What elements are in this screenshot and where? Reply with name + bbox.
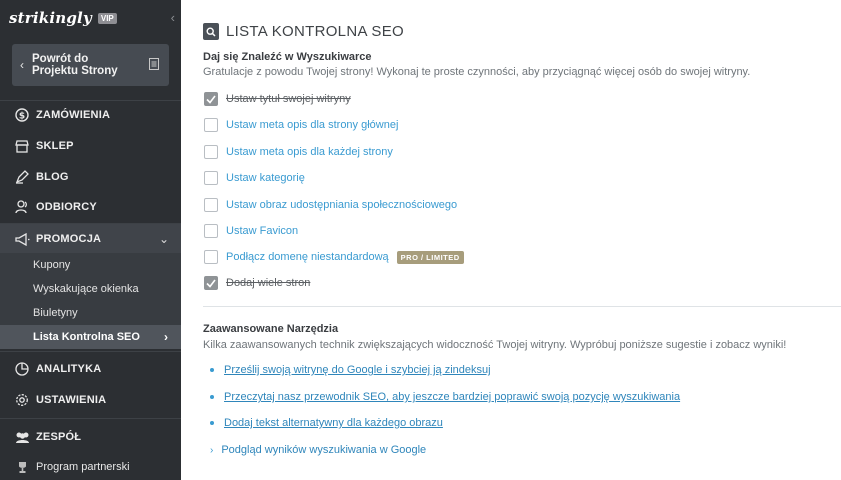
checklist-item[interactable] [204, 143, 393, 161]
checkbox[interactable] [204, 224, 218, 238]
checklist-item[interactable] [204, 90, 351, 108]
sidebar-item-label: SKLEP [36, 140, 74, 152]
brand [0, 0, 181, 36]
sidebar-divider [0, 351, 181, 352]
checklist-item[interactable] [204, 222, 298, 240]
section-heading: Zaawansowane Narzędzia [203, 323, 339, 335]
sidebar-item-label: ANALITYKA [36, 363, 102, 375]
section-heading: Daj się Znaleźć w Wyszukiwarce [203, 51, 372, 63]
section-description: Kilka zaawansowanych technik zwiększających widoczność Twojej witryny. Wypróbuj poniższe sugestie i zobacz wyniki! [203, 339, 787, 351]
checkbox[interactable] [204, 118, 218, 132]
tool-list-item [210, 417, 443, 429]
sidebar-divider [0, 418, 181, 419]
sidebar-item-label: Program partnerski [36, 461, 130, 473]
section-divider [203, 306, 841, 307]
chevron-left-icon[interactable]: ‹ [170, 10, 175, 25]
dollar-circle-icon [14, 107, 30, 123]
bullet-icon [210, 421, 214, 425]
document-icon [149, 58, 159, 73]
tool-list-item-expandable[interactable] [210, 444, 426, 456]
trophy-icon [14, 459, 30, 475]
sidebar-subitem-label: Biuletyny [33, 307, 78, 319]
sidebar-item-promotion[interactable] [0, 224, 181, 254]
checkbox[interactable] [204, 198, 218, 212]
sidebar-item-label: ZAMÓWIENIA [36, 109, 111, 121]
page-header [203, 23, 404, 40]
store-icon [14, 138, 30, 154]
tool-toggle-label[interactable]: Podgląd wyników wyszukiwania w Google [221, 444, 427, 456]
checklist-item[interactable] [204, 248, 464, 266]
sidebar-subitem-label: Lista Kontrolna SEO [33, 331, 140, 343]
tool-list-item [210, 391, 680, 403]
checklist-item[interactable] [204, 116, 398, 134]
checklist-item-link[interactable]: Ustaw Favicon [226, 225, 299, 237]
sidebar-subitem-newsletters[interactable] [0, 301, 181, 325]
sidebar-item-team[interactable] [0, 422, 181, 452]
chevron-right-icon: › [164, 330, 168, 344]
checklist-item-label: Dodaj wiele stron [226, 277, 311, 289]
sidebar-item-store[interactable] [0, 131, 181, 161]
sidebar-item-label: PROMOCJA [36, 233, 102, 245]
sidebar-item-analytics[interactable] [0, 354, 181, 384]
sidebar-subitem-coupons[interactable] [0, 253, 181, 277]
tool-link[interactable]: Przeczytaj nasz przewodnik SEO, aby jeszcze bardziej poprawić swoją pozycję wyszukiwania [224, 391, 681, 403]
checklist-item-link[interactable]: Podłącz domenę niestandardową [226, 251, 389, 263]
sidebar-item-settings[interactable] [0, 385, 181, 415]
vip-badge: VIP [98, 13, 117, 24]
gear-icon [14, 392, 30, 408]
brand-logo[interactable]: strikingly [9, 9, 92, 27]
chevron-down-icon: ⌄ [158, 232, 169, 246]
sidebar-item-label: USTAWIENIA [36, 394, 107, 406]
checklist-item-link[interactable]: Ustaw kategorię [226, 172, 305, 184]
tool-link[interactable]: Prześlij swoją witrynę do Google i szybciej ją zindeksuj [224, 364, 491, 376]
checklist-item[interactable] [204, 196, 457, 214]
pie-chart-icon [14, 361, 30, 377]
sidebar-item-blog[interactable] [0, 162, 181, 192]
checkbox-checked[interactable] [204, 276, 218, 290]
checklist-item[interactable] [204, 169, 305, 187]
sidebar-subitem-label: Wyskakujące okienka [33, 283, 139, 295]
bullet-icon [210, 368, 214, 372]
tool-list-item [210, 364, 491, 376]
checklist-item-link[interactable]: Ustaw obraz udostępniania społecznościowego [226, 199, 458, 211]
tool-link[interactable]: Dodaj tekst alternatywny dla każdego obrazu [224, 417, 443, 429]
bullet-icon [210, 395, 214, 399]
people-icon [14, 199, 30, 215]
sidebar-subitem-label: Kupony [33, 259, 71, 271]
sidebar-item-label: BLOG [36, 171, 69, 183]
checklist-item[interactable] [204, 274, 310, 292]
sidebar [0, 0, 181, 480]
section-description: Gratulacje z powodu Twojej strony! Wykonaj te proste czynności, aby przyciągnąć więcej osób do swojej witryny. [203, 66, 751, 78]
main-content [181, 0, 841, 480]
checklist-item-link[interactable]: Ustaw meta opis dla każdej strony [226, 146, 393, 158]
chevron-right-icon: › [210, 444, 214, 456]
back-to-project-button[interactable] [12, 44, 169, 86]
team-icon [14, 429, 30, 445]
sidebar-item-orders[interactable] [0, 100, 181, 130]
checkbox[interactable] [204, 171, 218, 185]
checkbox-checked[interactable] [204, 92, 218, 106]
checklist-item-label: Ustaw tytuł swojej witryny [226, 93, 351, 105]
sidebar-subitem-seo-checklist[interactable] [0, 325, 181, 349]
checklist-item-link[interactable]: Ustaw meta opis dla strony głównej [226, 119, 399, 131]
checkbox[interactable] [204, 145, 218, 159]
sidebar-item-audience[interactable] [0, 192, 181, 222]
sidebar-item-partner-program[interactable] [0, 453, 181, 480]
sidebar-item-label: ODBIORCY [36, 201, 97, 213]
megaphone-icon [14, 231, 30, 247]
svg-text:$: $ [18, 111, 26, 122]
back-button-label: Powrót do Projektu Strony [32, 53, 118, 77]
page-title: LISTA KONTROLNA SEO [226, 23, 404, 40]
search-icon [203, 23, 219, 40]
sidebar-subitem-popups[interactable] [0, 277, 181, 301]
chevron-left-icon: ‹ [20, 58, 24, 72]
pen-icon [14, 169, 30, 185]
pro-limited-badge: PRO / LIMITED [397, 251, 464, 264]
sidebar-item-label: ZESPÓŁ [36, 431, 82, 443]
checkbox[interactable] [204, 250, 218, 264]
